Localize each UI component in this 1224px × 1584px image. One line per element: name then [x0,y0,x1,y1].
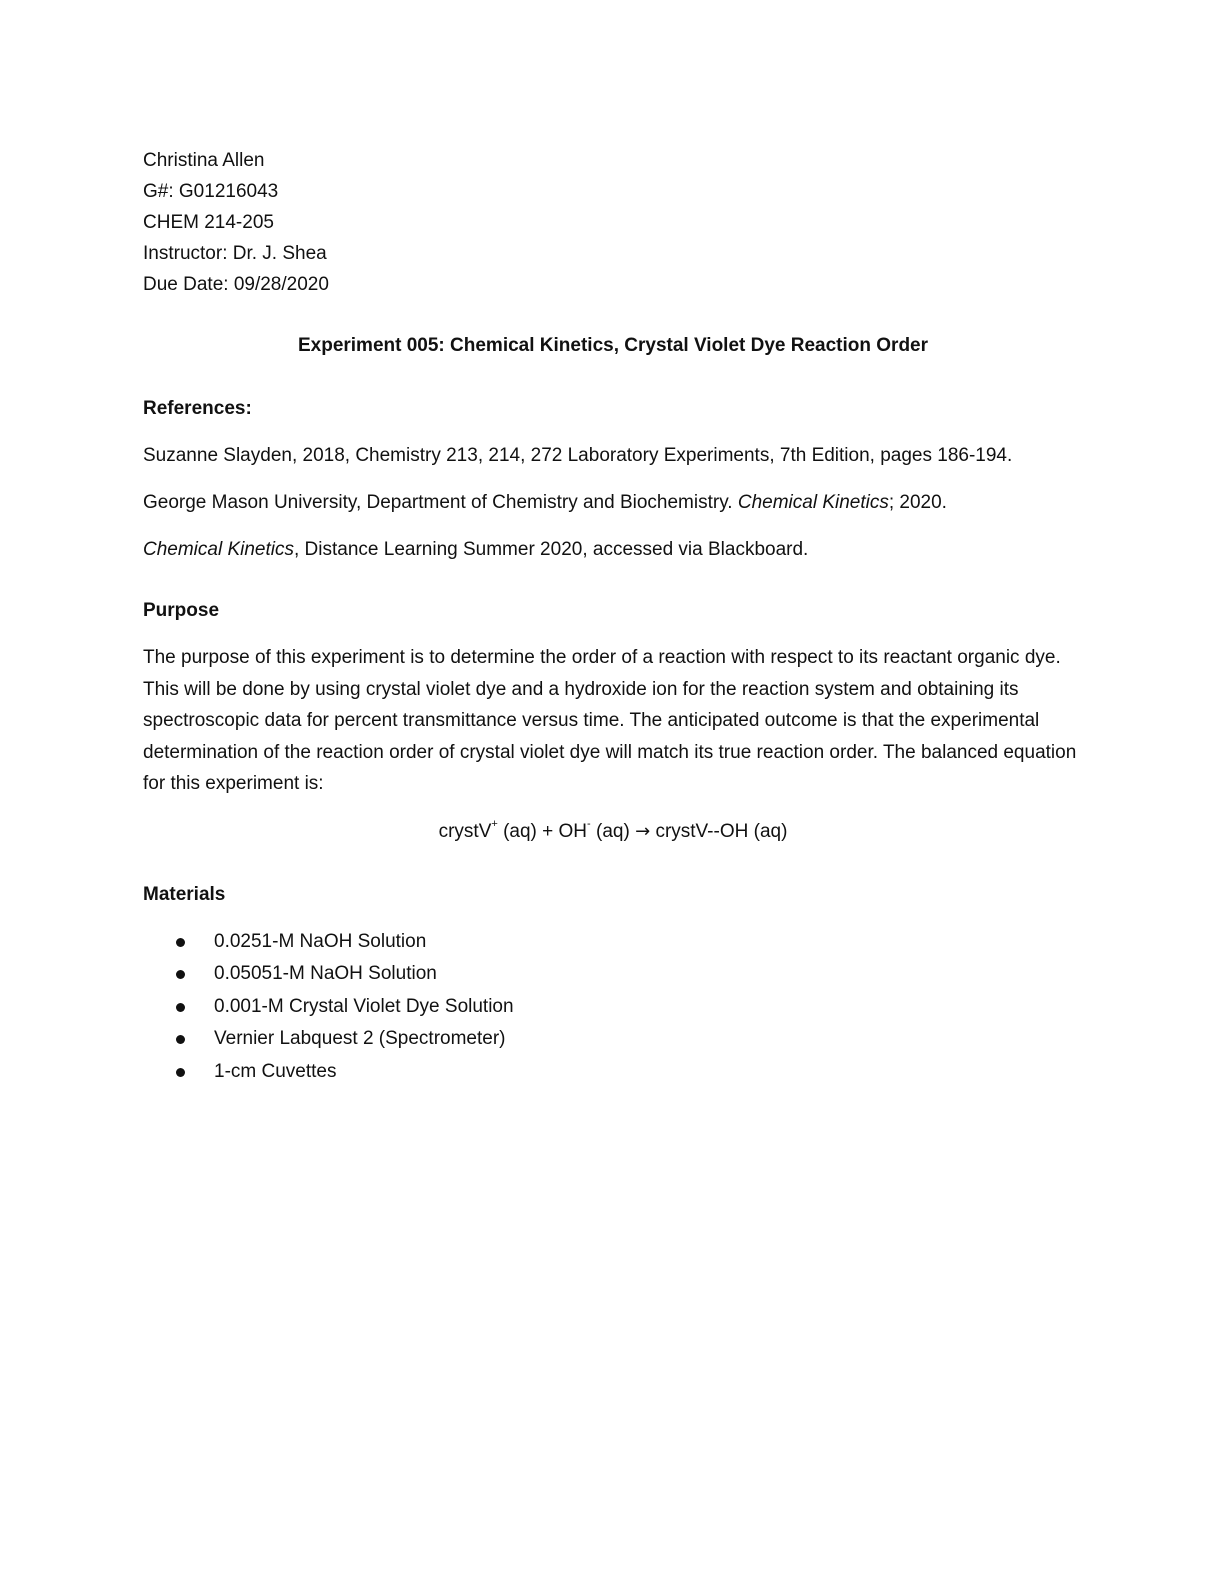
material-label: 0.05051-M NaOH Solution [214,963,437,984]
material-label: Vernier Labquest 2 (Spectrometer) [214,1028,506,1049]
materials-heading: Materials [143,883,226,905]
reference-2-text: George Mason University, Department of Chemistry and Biochemistry. [143,492,738,513]
course-code: CHEM 214-205 [143,212,274,233]
reference-1: Suzanne Slayden, 2018, Chemistry 213, 214, 272 Laboratory Experiments, 7th Edition, pages 186-194. [143,445,1013,466]
material-label: 0.001-M Crystal Violet Dye Solution [214,995,514,1017]
list-item [143,991,1083,1024]
equation-reactant-1: crystV [438,820,492,842]
balanced-equation [143,816,1083,847]
reference-3-text: , Distance Learning Summer 2020, accessed via Blackboard. [294,539,809,560]
purpose-heading: Purpose [143,600,220,621]
material-label: 0.0251-M NaOH Solution [214,930,427,952]
equation-state: (aq) [590,820,636,842]
list-item [143,958,1083,991]
bullet-icon [176,938,185,947]
bullet-icon [176,1035,185,1044]
references-heading: References: [143,398,252,419]
reference-3-italic: Chemical Kinetics [143,539,294,560]
equation-reactant-2: (aq) + OH [497,820,588,842]
bullet-icon [176,970,185,979]
reference-3 [143,534,1083,565]
header-block [143,145,1083,300]
list-item [143,1023,1083,1056]
equation-charge-minus: - [587,818,591,831]
document-title: Experiment 005: Chemical Kinetics, Crystal Violet Dye Reaction Order [297,335,929,356]
list-item [143,1056,1083,1089]
reference-2 [143,487,1083,518]
equation-charge-plus: + [491,818,498,831]
equation-product: crystV--OH (aq) [650,820,788,842]
bullet-icon [176,1068,185,1077]
reference-2-suffix: ; 2020. [888,492,947,513]
instructor-name: Instructor: Dr. J. Shea [143,243,327,264]
due-date: Due Date: 09/28/2020 [143,274,329,295]
bullet-icon [176,1003,185,1012]
student-gnumber: G#: G01216043 [143,181,279,202]
document-content [143,145,1083,1088]
list-item [143,926,1083,959]
student-name: Christina Allen [143,150,265,171]
material-label: 1-cm Cuvettes [214,1060,337,1082]
reference-2-italic: Chemical Kinetics [737,492,889,513]
purpose-paragraph: The purpose of this experiment is to determine the order of a reaction with respect to its reactant organic dye. This will be done by using crystal violet dye and a hydroxide ion for the reaction system and obtaining its spectroscopic data for percent transmittance versus time. The anticipated outcome is that the experimental determination of the reaction order of crystal violet dye will match its true reaction order. The balanced equation for this experiment is: [143,647,1077,794]
reaction-arrow-icon: → [635,820,651,842]
materials-list [143,926,1083,1089]
